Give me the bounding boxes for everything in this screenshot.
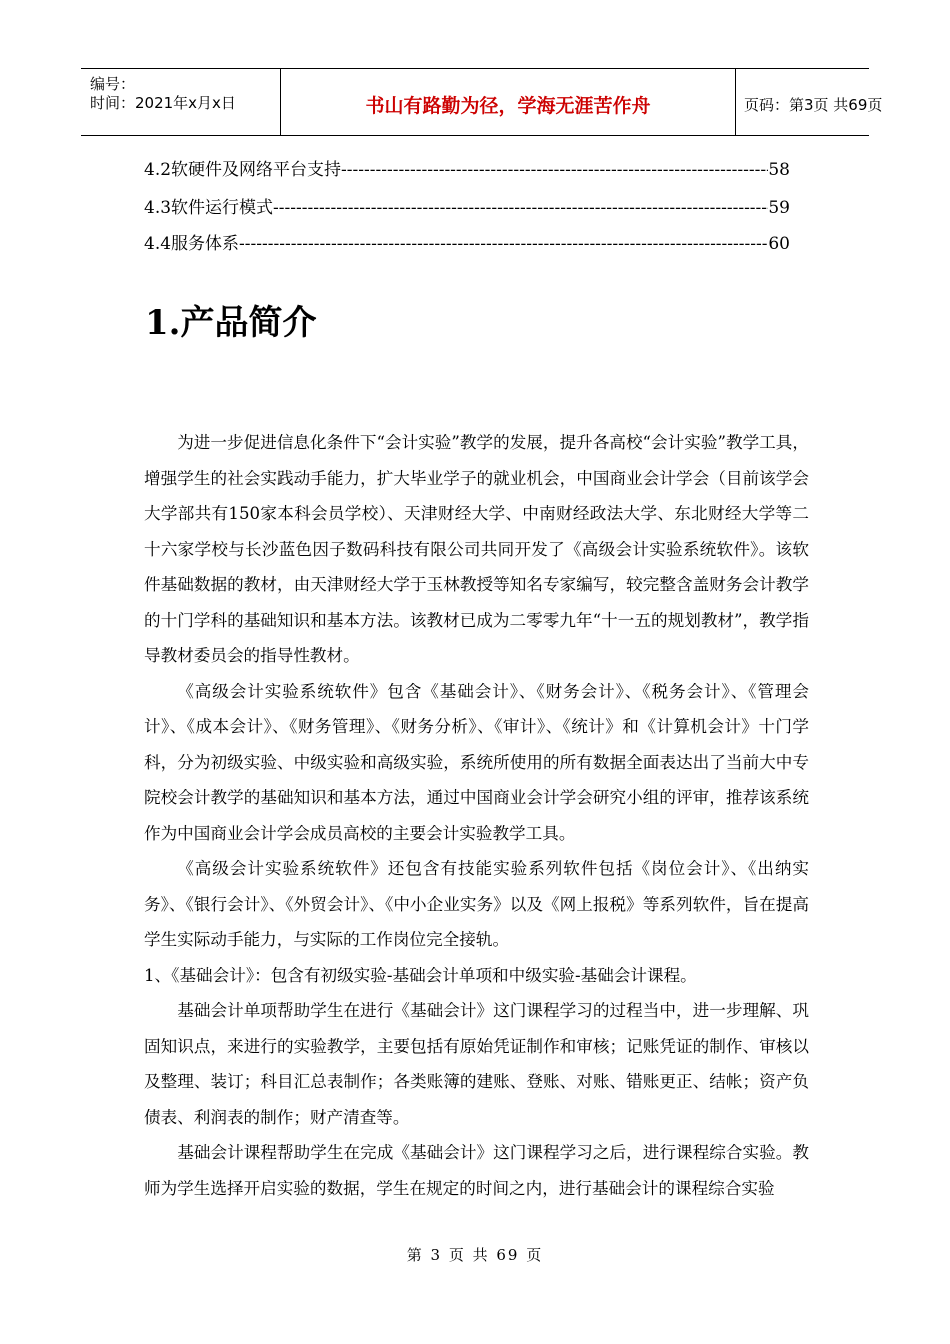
toc-leader — [239, 232, 768, 256]
toc-entry-page: 58 — [768, 160, 790, 180]
header-center-cell — [281, 69, 736, 135]
paragraph: 1、《基础会计》：包含有初级实验-基础会计单项和中级实验-基础会计课程。 — [144, 965, 697, 985]
section-heading: 1.产品简介 — [145, 303, 317, 343]
toc-entry-title: 4.2软硬件及网络平台支持 — [144, 160, 342, 180]
toc-entry — [144, 158, 790, 182]
paragraph: 为进一步促进信息化条件下“会计实验”教学的发展，提升各高校“会计实验”教学工具，增强学生的社会实践动手能力，扩大毕业学子的就业机会，中国商业会计学会（目前该学会大学部共有150家本科会员学校）、天津财经大学、中南财经政法大学、东北财经大学等二十六家学校与长沙蓝色因子数码科技有限公司共同开发了《高级会计实验系统软件》。该软件基础数据的教材，由天津财经大学于玉林教授等知名专家编写，较完整含盖财务会计教学的十门学科的基础知识和基本方法。该教材已成为二零零九年“十一五的规划教材”，教学指导教材委员会的指导性教材。 — [144, 433, 809, 665]
header-page-info: 页码：第3页 共69页 — [744, 96, 883, 114]
toc-entry-page: 60 — [768, 234, 790, 254]
paragraph: 《高级会计实验系统软件》包含《基础会计》、《财务会计》、《税务会计》、《管理会计》、《成本会计》、《财务管理》、《财务分析》、《审计》、《统计》和《计算机会计》十门学科，分为初级实验、中级实验和高级实验，系统所使用的所有数据全面表达出了当前大中专院校会计教学的基础知识和基本方法，通过中国商业会计学会研究小组的评审，推荐该系统作为中国商业会计学会成员高校的主要会计实验教学工具。 — [144, 681, 809, 843]
toc-leader — [273, 196, 768, 220]
page-footer: 第 3 页 共 69 页 — [406, 1246, 544, 1264]
body-text — [144, 425, 809, 1206]
document-code-label: 编号： — [90, 75, 136, 93]
toc-entry-page: 59 — [768, 198, 790, 218]
paragraph: 基础会计课程帮助学生在完成《基础会计》这门课程学习之后，进行课程综合实验。教师为学生选择开启实验的数据，学生在规定的时间之内，进行基础会计的课程综合实验 — [144, 1143, 809, 1198]
page-header — [81, 68, 883, 136]
paragraph: 基础会计单项帮助学生在进行《基础会计》这门课程学习的过程当中，进一步理解、巩固知识点，来进行的实验教学，主要包括有原始凭证制作和审核；记账凭证的制作、审核以及整理、装订；科目汇总表制作；各类账簿的建账、登账、对账、错账更正、结帐；资产负债表、利润表的制作；财产清查等。 — [144, 1001, 809, 1127]
toc-entry — [144, 196, 790, 220]
toc-entry-title: 4.3软件运行模式 — [144, 198, 274, 218]
toc-entry-title: 4.4服务体系 — [144, 234, 240, 254]
toc-leader — [341, 158, 768, 182]
document-date: 时间：2021年x月x日 — [90, 94, 236, 112]
header-left-cell — [81, 69, 281, 135]
toc-entry — [144, 232, 790, 256]
header-right-cell — [736, 69, 883, 135]
header-motto: 书山有路勤为径，学海无涯苦作舟 — [365, 95, 651, 117]
paragraph: 《高级会计实验系统软件》还包含有技能实验系列软件包括《岗位会计》、《出纳实务》、《银行会计》、《外贸会计》、《中小企业实务》以及《网上报税》等系列软件，旨在提高学生实际动手能力，与实际的工作岗位完全接轨。 — [144, 859, 809, 949]
